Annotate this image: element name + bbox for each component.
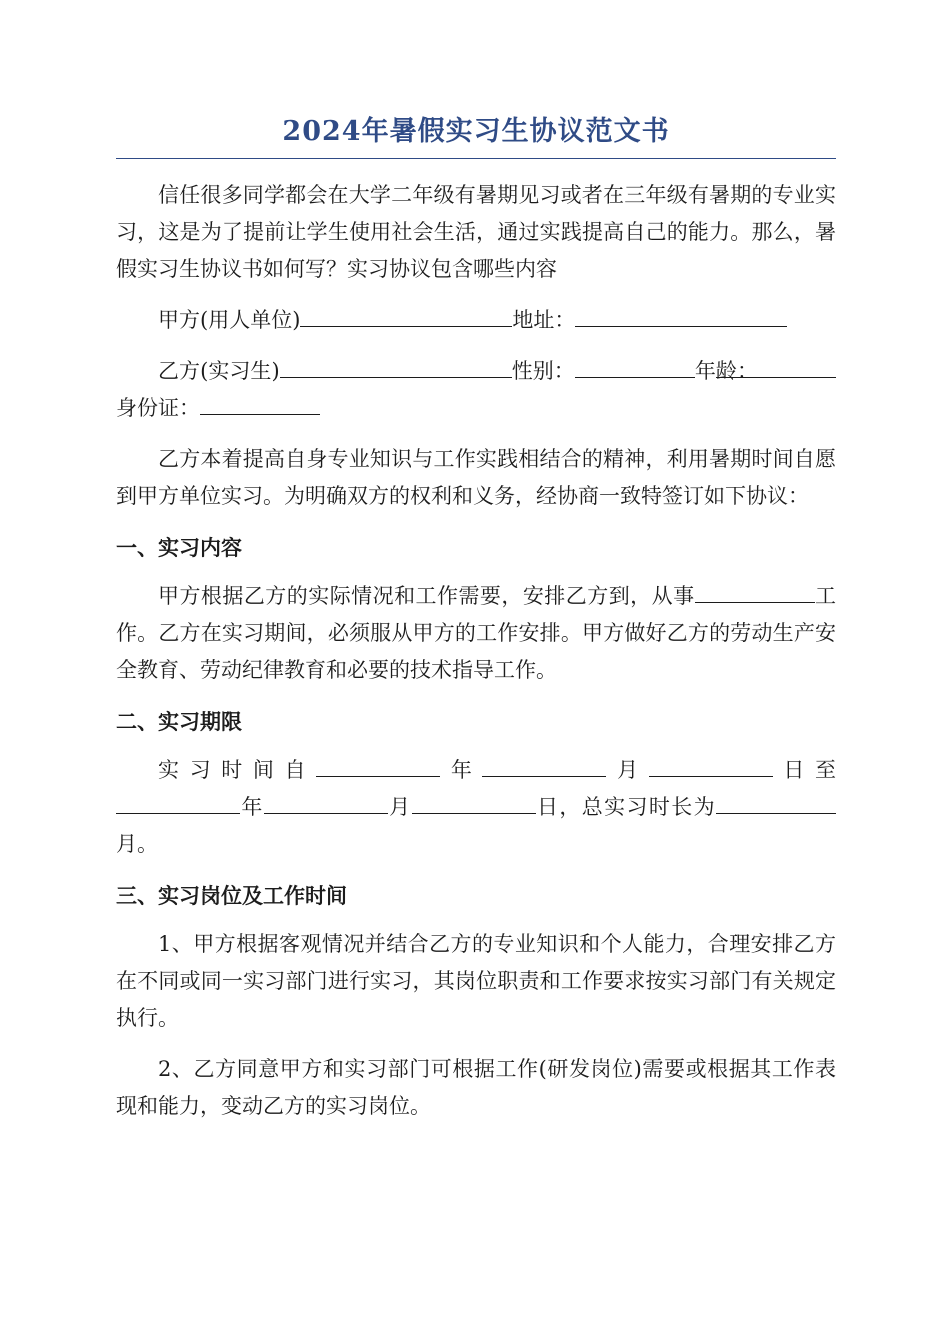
end-month-label: 月: [387, 795, 412, 819]
party-b-id-blank[interactable]: [200, 390, 320, 415]
party-a-address-blank[interactable]: [575, 302, 787, 327]
preamble-paragraph: 乙方本着提高自身专业知识与工作实践相结合的精神，利用暑期时间自愿到甲方单位实习。为明确双方的权利和义务，经协商一致特签订如下协议：: [116, 447, 836, 508]
section-1-paragraph: [116, 578, 836, 689]
party-a-label: 甲方(用人单位): [158, 308, 301, 332]
day-to-label: 日至: [772, 758, 837, 782]
section-3-heading: 三、实习岗位及工作时间: [116, 883, 347, 908]
section-3-item-2: 2、乙方同意甲方和实习部门可根据工作(研发岗位)需要或根据其工作表现和能力，变动乙方的实习岗位。: [116, 1057, 836, 1118]
section-2-paragraph: [116, 752, 836, 863]
party-b-age-label: 年龄：: [694, 359, 759, 383]
party-b-gender-blank[interactable]: [575, 353, 695, 378]
end-day-blank[interactable]: [412, 789, 536, 814]
party-b-id-label: 身份证：: [116, 396, 200, 420]
work-type-blank[interactable]: [695, 578, 815, 603]
start-month-blank[interactable]: [482, 752, 606, 777]
period-start-label: 实习时间自: [158, 758, 317, 782]
party-b-line: [116, 353, 836, 427]
start-year-label: 年: [440, 758, 483, 782]
party-b-label: 乙方(实习生): [158, 359, 280, 383]
section-1-heading: 一、实习内容: [116, 535, 242, 560]
intro-paragraph: 信任很多同学都会在大学二年级有暑期见习或者在三年级有暑期的专业实习，这是为了提前让学生使用社会生活，通过实践提高自己的能力。那么，暑假实习生协议书如何写？实习协议包含哪些内容: [116, 183, 836, 281]
section-2-heading: 二、实习期限: [116, 709, 242, 734]
party-b-name-blank[interactable]: [280, 353, 512, 378]
start-year-blank[interactable]: [316, 752, 440, 777]
start-month-label: 月: [606, 758, 649, 782]
section-1-text-b: 工作。乙方在实习期间，必须服从甲方的工作安排。甲方做好乙方的劳动生产安全教育、劳动纪律教育和必要的技术指导工作。: [116, 584, 837, 682]
party-b-age-blank[interactable]: [716, 353, 836, 378]
total-duration-blank[interactable]: [716, 789, 836, 814]
section-3-item-1: 1、甲方根据客观情况并结合乙方的专业知识和个人能力，合理安排乙方在不同或同一实习部门进行实习，其岗位职责和工作要求按实习部门有关规定执行。: [116, 932, 836, 1030]
party-a-line: [116, 302, 836, 339]
start-day-blank[interactable]: [649, 752, 773, 777]
day-total-label: 日，总实习时长为: [535, 795, 717, 819]
party-b-gender-label: 性别：: [511, 359, 575, 383]
end-year-label: 年: [240, 795, 264, 819]
section-1-text-a: 甲方根据乙方的实际情况和工作需要，安排乙方到，从事: [158, 584, 695, 608]
document-page: [116, 108, 836, 1139]
party-a-address-label: 地址：: [512, 308, 576, 332]
party-a-name-blank[interactable]: [300, 302, 512, 327]
end-month-blank[interactable]: [264, 789, 388, 814]
document-title: 2024年暑假实习生协议范文书: [116, 108, 836, 159]
month-end-label: 月。: [116, 832, 158, 856]
end-year-blank[interactable]: [116, 789, 240, 814]
